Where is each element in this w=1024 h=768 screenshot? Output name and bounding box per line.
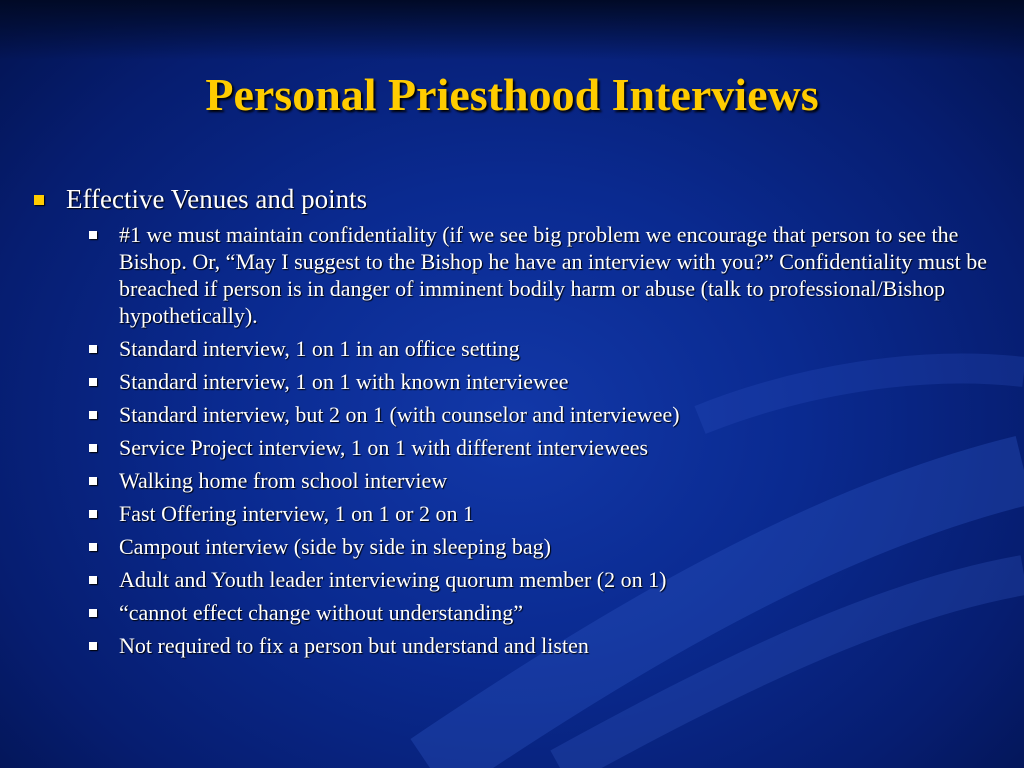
list-item-text: Standard interview, but 2 on 1 (with counselor and interviewee) <box>119 402 680 427</box>
square-bullet-icon <box>89 444 97 452</box>
square-bullet-icon <box>89 642 97 650</box>
list-item-text: “cannot effect change without understanding” <box>119 600 523 625</box>
list-item-text: Adult and Youth leader interviewing quorum member (2 on 1) <box>119 567 667 592</box>
main-bullet-text: Effective Venues and points <box>66 184 368 214</box>
list-item <box>89 500 994 527</box>
square-bullet-icon <box>89 231 97 239</box>
list-item-text: Service Project interview, 1 on 1 with different interviewees <box>119 435 649 460</box>
square-bullet-icon <box>89 477 97 485</box>
list-item-text: Standard interview, 1 on 1 in an office setting <box>119 336 520 361</box>
list-item <box>89 467 994 494</box>
list-item-text: Not required to fix a person but understand and listen <box>119 633 589 658</box>
slide-body <box>34 183 994 665</box>
square-bullet-icon <box>34 195 44 205</box>
square-bullet-icon <box>89 378 97 386</box>
square-bullet-icon <box>89 609 97 617</box>
list-item-text: Walking home from school interview <box>119 468 448 493</box>
square-bullet-icon <box>89 345 97 353</box>
list-item <box>89 632 994 659</box>
list-item <box>89 335 994 362</box>
list-item <box>89 566 994 593</box>
list-item-text: #1 we must maintain confidentiality (if we see big problem we encourage that person to see the Bishop. Or, “May I suggest to the Bishop he have an interview with you?” Confidentiality must be breached if person is in danger of imminent bodily harm or abuse (talk to professional/Bishop hypothetically). <box>119 222 987 328</box>
list-item <box>89 434 994 461</box>
square-bullet-icon <box>89 411 97 419</box>
list-item <box>89 401 994 428</box>
square-bullet-icon <box>89 510 97 518</box>
main-bullet-item <box>34 183 994 215</box>
list-item <box>89 533 994 560</box>
slide-title: Personal Priesthood Interviews <box>205 69 819 120</box>
list-item-text: Campout interview (side by side in sleeping bag) <box>119 534 551 559</box>
list-item-text: Standard interview, 1 on 1 with known interviewee <box>119 369 569 394</box>
list-item <box>89 368 994 395</box>
list-item-text: Fast Offering interview, 1 on 1 or 2 on 1 <box>119 501 474 526</box>
list-item <box>89 599 994 626</box>
sub-bullet-list <box>34 221 994 659</box>
square-bullet-icon <box>89 576 97 584</box>
list-item <box>89 221 994 329</box>
square-bullet-icon <box>89 543 97 551</box>
